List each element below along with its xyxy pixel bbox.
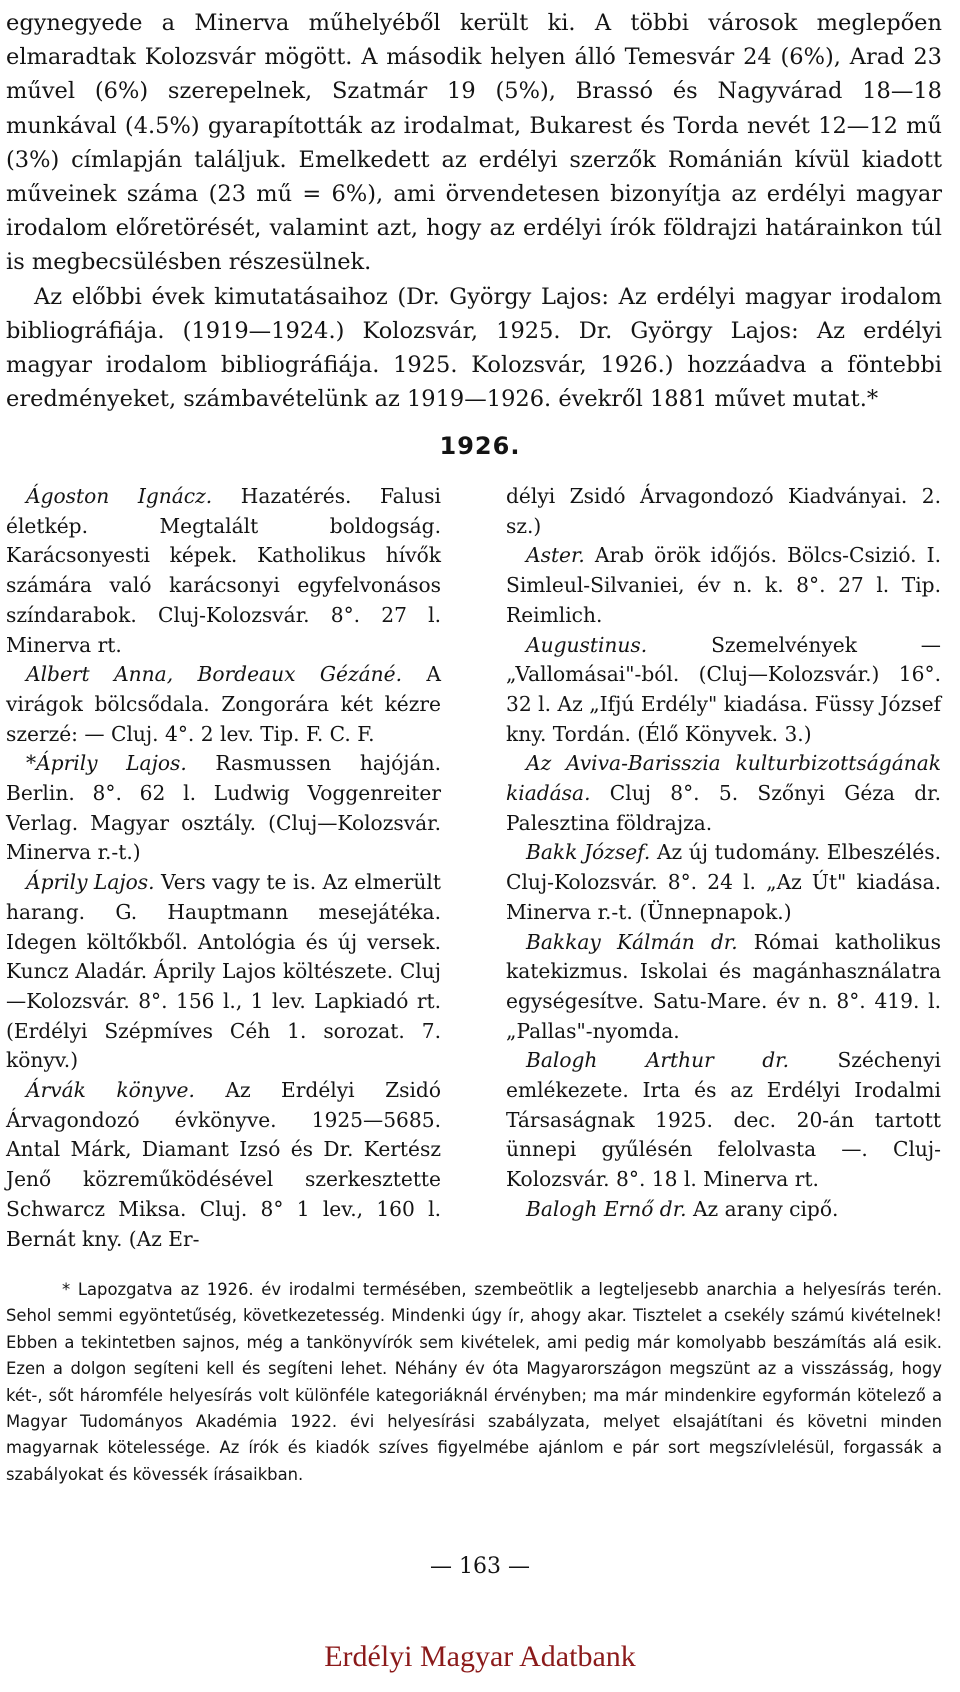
left-column <box>6 482 441 1254</box>
intro-paragraph-1: egynegyede a Minerva műhelyéből került ki. A többi városok meglepően elmaradtak Kolozsvár mögött. A második helyen álló Temesvár 24 (6%), Arad 23 művel (6%) szerepelnek, Szatmár 19 (5%), Brassó és Nagyvárad 18—18 munkával (4.5%) gyarapították az irodalmat, Bukarest és Torda nevét 12—12 mű (3%) címlapján találjuk. Emelkedett az erdélyi szerzők Románián kívül kiadott műveinek száma (23 mű = 6%), ami örvendetesen bizonyítja az erdélyi magyar irodalom előretörését, valamint azt, hogy az erdélyi írók földrajzi határainkon túl is megbecsülésben részesülnek. <box>6 10 942 276</box>
bibliography-entry <box>506 1195 941 1225</box>
intro-paragraph-2: Az előbbi évek kimutatásaihoz (Dr. György Lajos: Az erdélyi magyar irodalom bibliográfiája. (1919—1924.) Kolozsvár, 1925. Dr. György Lajos: Az erdélyi magyar irodalom bibliográfiája. 1925. Kolozsvár, 1926.) hozzáadva a föntebbi eredményeket, számbavételünk az 1919—1926. évekről 1881 művet mutat.* <box>6 283 942 413</box>
entry-text: Római katholikus katekizmus. Iskolai és magánhasználatra egységesítve. Satu-Mare. év n. 8°. 419. l. „Pallas"-nyomda. <box>506 929 941 1043</box>
entry-text: Széchenyi emlékezete. Irta és az Erdélyi Irodalmi Társaságnak 1925. dec. 20-án tartott ünnepi gyűlésén felolvasta —. Cluj-Kolozsvár. 8°. 18 l. Minerva rt. <box>506 1048 941 1192</box>
page-number: — 163 — <box>430 1554 530 1579</box>
bibliography-entry <box>506 749 941 838</box>
year-heading: 1926. <box>439 432 521 460</box>
entry-author: Bakk József. <box>526 840 651 865</box>
bibliography-entry <box>506 482 941 541</box>
right-column <box>506 482 941 1225</box>
bibliography-entry <box>506 541 941 630</box>
bibliography-entry <box>6 868 441 1076</box>
entry-text: délyi Zsidó Árvagondozó Kiadványai. 2. sz.) <box>506 484 941 538</box>
bibliography-entry <box>6 749 441 868</box>
entry-author: Ágoston Ignácz. <box>26 484 213 508</box>
bibliography-entry <box>506 1046 941 1195</box>
bibliography-entry <box>6 660 441 749</box>
entry-author: Áprily Lajos. <box>26 870 155 895</box>
entry-text: Vers vagy te is. Az elmerült harang. G. Hauptmann mesejátéka. Idegen költőkből. Antológia és új versek. Kuncz Aladár. Áprily Lajos költészete. Cluj—Kolozsvár. 8°. 156 l., 1 lev. Lapkiadó rt. (Erdélyi Szépmíves Céh 1. sorozat. 7. könyv.) <box>6 870 441 1073</box>
entry-text: Cluj 8°. 5. Szőnyi Géza dr. Palesztina földrajza. <box>506 781 941 835</box>
entry-text: Szemelvények — „Vallomásai"-ból. (Cluj—Kolozsvár.) 16°. 32 l. Az „Ifjú Erdély" kiadása. Füssy József kny. Tordán. (Élő Könyvek. 3.) <box>506 632 941 746</box>
entry-author: Balogh Ernő dr. <box>526 1196 687 1221</box>
bibliography-entry <box>506 928 941 1047</box>
bibliography-entry <box>506 838 941 927</box>
footnote <box>6 1277 942 1488</box>
entry-author: Balogh Arthur dr. <box>526 1048 790 1073</box>
footnote-text: * Lapozgatva az 1926. év irodalmi termésében, szembeötlik a legteljesebb anarchia a helyesírás terén. Sehol semmi egyöntetűség, következetesség. Mindenki úgy ír, ahogy akar. Tisztelet a csekély számú kivételnek! Ebben a tekintetben sajnos, még a tankönyvírók sem kivételek, ami pedig már komolyabb beszámítás alá esik. Ezen a dolgon segíteni kell és segíteni lehet. Néhány év óta Magyarországon megszünt az a visszásság, hogy két-, sőt háromféle helyesírás volt különféle kategoriáknál érvényben; ma már mindenkire egyformán kötelező a Magyar Tudományos Akadémia 1922. évi helyesírási szabályzata, melyet elsajátítani és követni minden magyarnak kötelessége. Az írók és kiadók szíves figyelmébe ajánlom e pár sort megszívlelésül, forgassák a szabályokat és kövessék írásaikban. <box>6 1280 942 1484</box>
entry-author: Albert Anna, Bordeaux Gézáné. <box>26 662 402 687</box>
entry-author: Bakkay Kálmán dr. <box>526 929 738 954</box>
entry-text: Rasmussen hajóján. Berlin. 8°. 62 l. Ludwig Voggenreiter Verlag. Magyar osztály. (Cluj—Kolozsvár. Minerva r.-t.) <box>6 751 441 865</box>
entry-text: Az új tudomány. Elbeszélés. Cluj-Kolozsvár. 8°. 24 l. „Az Út" kiadása. Minerva r.-t. (Ünnepnapok.) <box>506 840 941 924</box>
bibliography-entry <box>506 631 941 750</box>
intro-text <box>6 6 942 416</box>
entry-author: Augustinus. <box>526 632 648 657</box>
entry-text: Az Erdélyi Zsidó Árvagondozó évkönyve. 1925—5685. Antal Márk, Diamant Izsó és Dr. Kertész Jenő közreműködésével szerkesztette Schwarcz Miksa. Cluj. 8° 1 lev., 160 l. Bernát kny. (Az Er- <box>6 1078 441 1251</box>
entry-text: Az arany cipő. <box>686 1196 839 1221</box>
entry-text: A virágok bölcsődala. Zongorára két kézre szerzé: — Cluj. 4°. 2 lev. Tip. F. C. F. <box>6 662 441 746</box>
watermark-link[interactable]: Erdélyi Magyar Adatbank <box>324 1640 636 1673</box>
entry-text: Arab örök időjós. Bölcs-Csizió. I. Simleul-Silvaniei, év n. k. 8°. 27 l. Tip. Reimlich. <box>506 543 941 627</box>
entry-text: Hazatérés. Falusi életkép. Megtalált boldogság. Karácsonyesti képek. Katholikus hívők számára való karácsonyi egyfelvonásos színdarabok. Cluj-Kolozsvár. 8°. 27 l. Minerva rt. <box>6 484 441 657</box>
entry-author: Árvák könyve. <box>26 1078 195 1103</box>
bibliography-entry <box>6 1076 441 1254</box>
entry-author: *Áprily Lajos. <box>26 751 187 776</box>
entry-author: Aster. <box>526 543 585 568</box>
entry-author: Az Aviva-Barisszia kulturbizottságának kiadása. <box>506 751 941 806</box>
bibliography-entry <box>6 482 441 660</box>
